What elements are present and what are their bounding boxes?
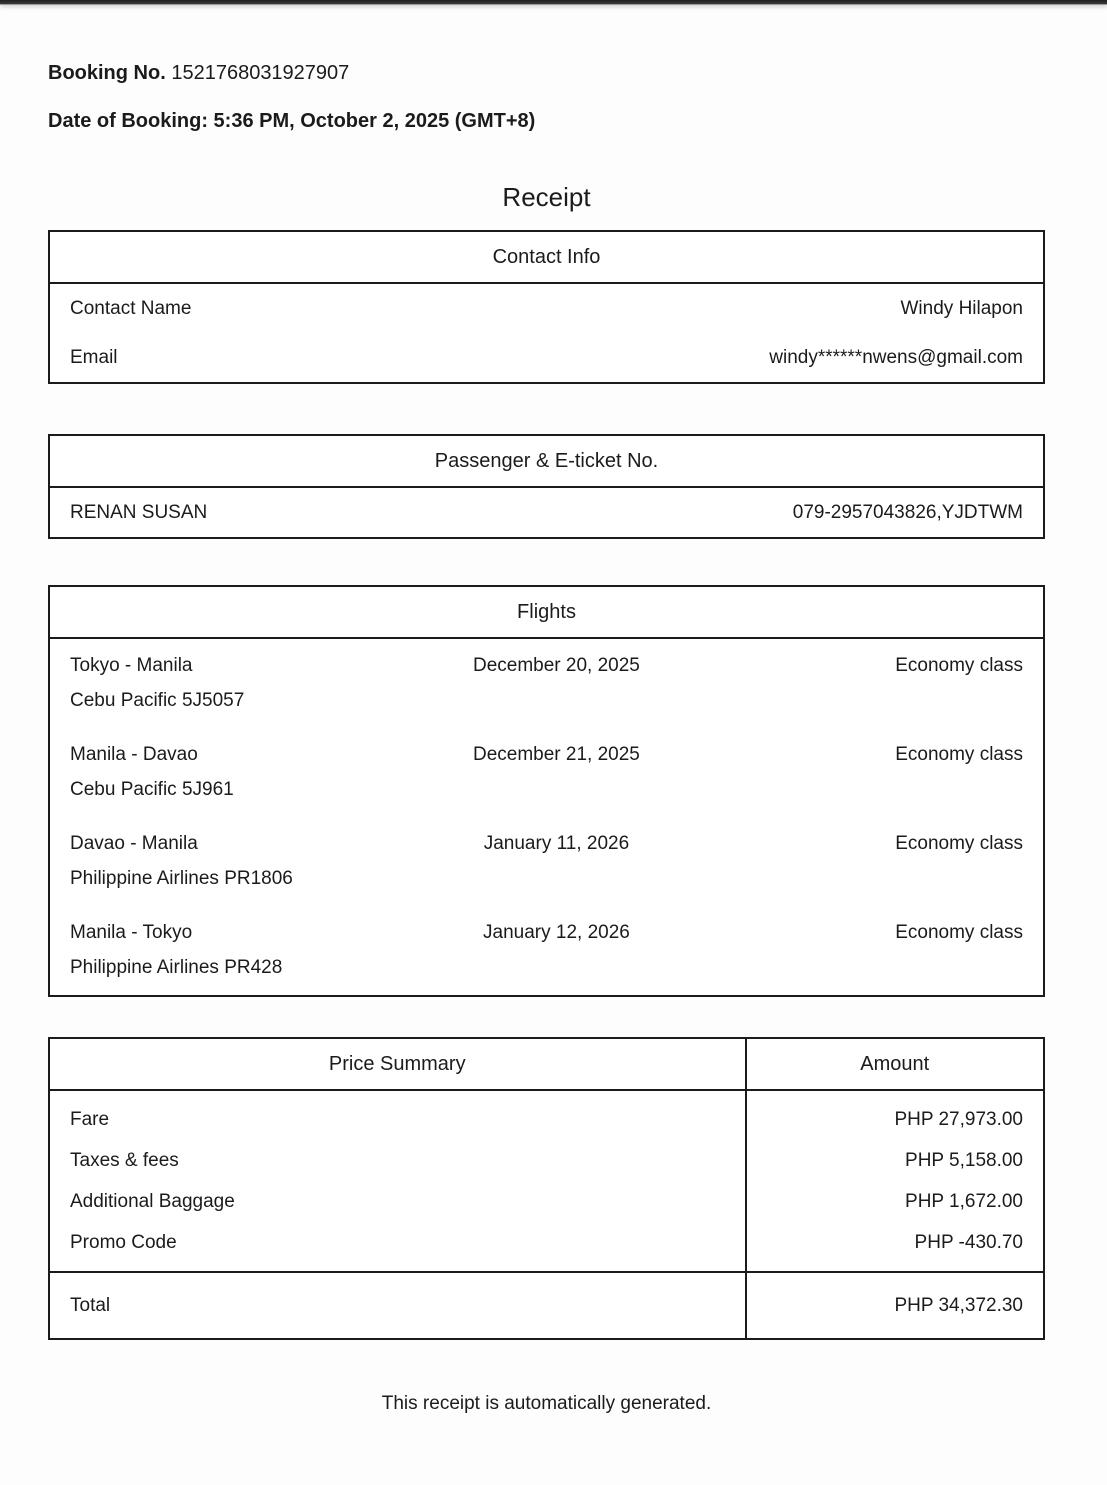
price-label: Taxes & fees [49, 1140, 746, 1181]
passenger-table [48, 434, 1045, 539]
contact-email-row [49, 333, 1044, 383]
booking-number-label: Booking No. [48, 62, 166, 84]
total-label: Total [49, 1272, 746, 1339]
price-summary-header: Price Summary [49, 1038, 746, 1090]
flights-header: Flights [49, 586, 1044, 638]
booking-number-value: 1521768031927907 [171, 62, 350, 84]
contact-info-table [48, 230, 1045, 384]
booking-number-line [48, 63, 1045, 84]
receipt-document [0, 5, 1107, 1485]
flight-row [49, 906, 1044, 996]
flight-airline: Philippine Airlines PR428 [70, 957, 283, 978]
passenger-header: Passenger & E-ticket No. [49, 435, 1044, 487]
passenger-header-row [49, 435, 1044, 487]
flight-row [49, 728, 1044, 817]
total-row [49, 1272, 1044, 1339]
contact-info-header: Contact Info [49, 231, 1044, 283]
contact-email-label: Email [70, 347, 118, 368]
flight-airline: Cebu Pacific 5J961 [70, 779, 234, 800]
page-title: Receipt [502, 182, 591, 212]
flights-table [48, 585, 1045, 997]
flights-header-row [49, 586, 1044, 638]
price-row [49, 1090, 1044, 1140]
flight-row [49, 817, 1044, 906]
flight-date: January 12, 2026 [483, 922, 630, 943]
flight-class: Economy class [895, 922, 1023, 943]
flight-route: Davao - Manila [70, 833, 198, 854]
flight-route-cell [49, 817, 417, 906]
price-row [49, 1140, 1044, 1181]
contact-email-value: windy******nwens@gmail.com [769, 347, 1023, 368]
booking-info-block [48, 5, 1045, 132]
price-amount: PHP 27,973.00 [894, 1109, 1023, 1130]
contact-name-row [49, 283, 1044, 333]
price-amount: PHP 1,672.00 [905, 1191, 1023, 1212]
flight-route: Manila - Davao [70, 744, 198, 765]
flight-row [49, 638, 1044, 728]
flight-route-cell [49, 906, 417, 996]
price-label: Fare [49, 1090, 746, 1140]
price-summary-header-row [49, 1038, 1044, 1090]
contact-name-label: Contact Name [70, 298, 192, 319]
eticket-number: 079-2957043826,YJDTWM [792, 502, 1023, 523]
flight-airline: Cebu Pacific 5J5057 [70, 690, 245, 711]
flight-class: Economy class [895, 655, 1023, 676]
amount-header: Amount [746, 1038, 1045, 1090]
flight-date: January 11, 2026 [483, 833, 630, 854]
contact-info-header-row [49, 231, 1044, 283]
flight-airline: Philippine Airlines PR1806 [70, 868, 293, 889]
price-label: Additional Baggage [49, 1181, 746, 1222]
price-row [49, 1181, 1044, 1222]
price-label: Promo Code [49, 1222, 746, 1272]
total-amount: PHP 34,372.30 [746, 1272, 1045, 1339]
footer-note: This receipt is automatically generated. [381, 1393, 712, 1414]
price-amount: PHP 5,158.00 [905, 1150, 1023, 1171]
flight-route: Manila - Tokyo [70, 922, 193, 943]
flight-date: December 20, 2025 [472, 655, 640, 676]
contact-name-value: Windy Hilapon [900, 298, 1023, 319]
passenger-row [49, 487, 1044, 538]
price-summary-table [48, 1037, 1045, 1340]
flight-route-cell [49, 728, 417, 817]
flight-route: Tokyo - Manila [70, 655, 193, 676]
flight-date: December 21, 2025 [472, 744, 640, 765]
passenger-name: RENAN SUSAN [70, 502, 208, 523]
date-of-booking: Date of Booking: 5:36 PM, October 2, 2025 (GMT+8) [48, 110, 536, 132]
price-amount: PHP -430.70 [914, 1232, 1023, 1253]
price-row [49, 1222, 1044, 1272]
flight-route-cell [49, 638, 417, 728]
flight-class: Economy class [895, 833, 1023, 854]
flight-class: Economy class [895, 744, 1023, 765]
